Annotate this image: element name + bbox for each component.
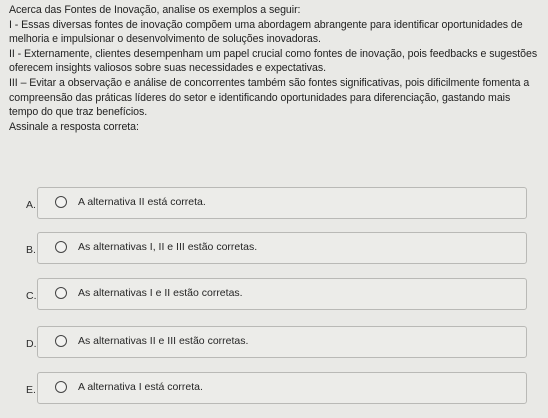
statement-2: II - Externamente, clientes desempenham um papel crucial como fontes de inovação, pois feedbacks e sugestões oferecem insights valiosos sobre suas necessidades e expectativas. — [9, 47, 538, 75]
radio-button-icon[interactable] — [55, 287, 67, 299]
radio-button-icon[interactable] — [55, 241, 67, 253]
statement-3: III – Evitar a observação e análise de concorrentes também são fontes significativas, pois dificilmente fomenta a compreensão das práticas líderes do setor e identificando oportunidades para diferenciação, gastando mais tempo do que traz benefícios. — [9, 76, 530, 119]
option-letter: D. — [26, 338, 37, 350]
option-letter: A. — [26, 199, 36, 211]
option-text: A alternativa II está correta. — [78, 196, 206, 208]
option-letter: E. — [26, 384, 36, 396]
radio-button-icon[interactable] — [55, 196, 67, 208]
question-text — [9, 3, 541, 134]
question-intro: Acerca das Fontes de Inovação, analise os exemplos a seguir: — [9, 4, 301, 16]
radio-button-icon[interactable] — [55, 335, 67, 347]
option-a[interactable] — [0, 187, 548, 225]
option-box[interactable] — [37, 372, 527, 404]
statement-1: I - Essas diversas fontes de inovação compõem uma abordagem abrangente para identificar oportunidades de melhoria e impulsionar o desenvolvimento de soluções inovadoras. — [9, 18, 523, 46]
option-e[interactable] — [0, 372, 548, 410]
option-text: As alternativas I e II estão corretas. — [78, 287, 243, 299]
option-box[interactable] — [37, 326, 527, 358]
option-text: As alternativas I, II e III estão corretas. — [78, 241, 258, 253]
option-c[interactable] — [0, 278, 548, 316]
question-prompt: Assinale a resposta correta: — [9, 120, 139, 133]
option-box[interactable] — [37, 232, 527, 264]
option-letter: C. — [26, 290, 37, 302]
option-text: As alternativas II e III estão corretas. — [78, 335, 249, 347]
option-letter: B. — [26, 244, 36, 256]
radio-button-icon[interactable] — [55, 381, 67, 393]
option-text: A alternativa I está correta. — [78, 381, 203, 393]
option-box[interactable] — [37, 278, 527, 310]
option-b[interactable] — [0, 232, 548, 270]
option-box[interactable] — [37, 187, 527, 219]
option-d[interactable] — [0, 326, 548, 364]
